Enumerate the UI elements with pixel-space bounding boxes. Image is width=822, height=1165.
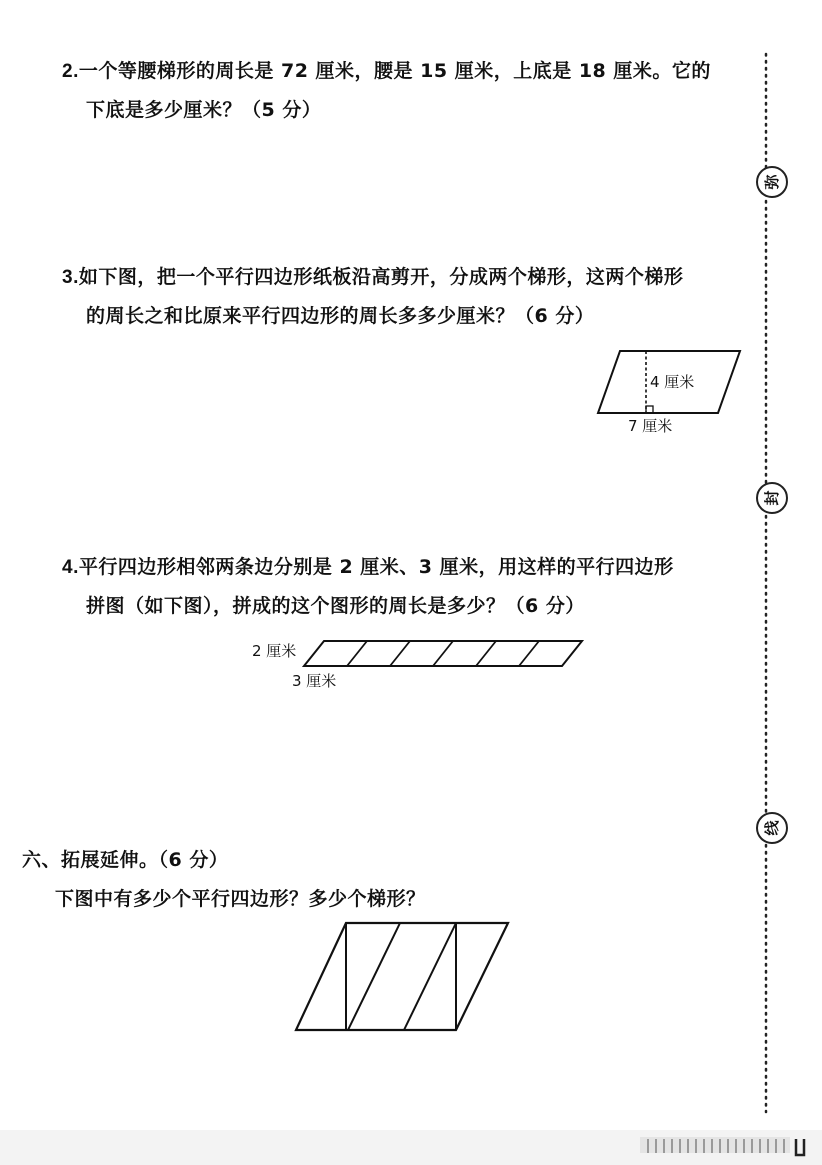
height-label: 4 厘米 bbox=[650, 373, 695, 391]
question-2-number: 2. bbox=[62, 61, 79, 82]
question-3-text-1: 如下图，把一个平行四边形纸板沿高剪开，分成两个梯形，这两个梯形 bbox=[78, 266, 684, 288]
question-4-line-1 bbox=[62, 548, 752, 587]
divider-3 bbox=[433, 641, 453, 666]
divider-1 bbox=[347, 641, 367, 666]
side-label: 2 厘米 bbox=[252, 642, 297, 660]
question-3-number: 3. bbox=[62, 267, 79, 288]
section-6-question: 下图中有多少个平行四边形？多少个梯形？ bbox=[55, 888, 426, 910]
question-3-line-1 bbox=[62, 258, 752, 297]
base-label: 7 厘米 bbox=[628, 417, 673, 435]
question-4-number: 4. bbox=[62, 557, 79, 578]
question-2 bbox=[62, 52, 752, 129]
binding-label-mi: 弥 bbox=[756, 166, 788, 198]
divider-2 bbox=[390, 641, 410, 666]
question-4-text-1: 平行四边形相邻两条边分别是 2 厘米、3 厘米，用这样的平行四边形 bbox=[78, 556, 674, 578]
question-3-line-2: 的周长之和比原来平行四边形的周长多多少厘米？（6 分） bbox=[86, 305, 595, 327]
base-label: 3 厘米 bbox=[292, 672, 337, 690]
right-angle-mark bbox=[646, 406, 653, 413]
binding-label-xian: 线 bbox=[756, 812, 788, 844]
question-4-figure bbox=[250, 636, 590, 694]
question-3 bbox=[62, 258, 752, 335]
section-6-heading: 六、拓展延伸。（6 分） bbox=[22, 849, 229, 871]
question-4-line-2: 拼图（如下图），拼成的这个图形的周长是多少？（6 分） bbox=[86, 595, 585, 617]
section-6-figure bbox=[290, 918, 515, 1038]
scan-edge-marks bbox=[640, 1133, 810, 1159]
binding-dotted-line bbox=[752, 50, 792, 1120]
divider-5 bbox=[519, 641, 539, 666]
binding-label-feng: 封 bbox=[756, 482, 788, 514]
slant-line-1 bbox=[348, 923, 400, 1030]
question-2-line-1 bbox=[62, 52, 752, 91]
outer-parallelogram bbox=[296, 923, 508, 1030]
question-2-text-1: 一个等腰梯形的周长是 72 厘米，腰是 15 厘米，上底是 18 厘米。它的 bbox=[78, 60, 711, 82]
question-2-line-2: 下底是多少厘米？（5 分） bbox=[86, 99, 322, 121]
divider-4 bbox=[476, 641, 496, 666]
question-3-figure bbox=[590, 345, 750, 440]
slant-line-2 bbox=[404, 923, 456, 1030]
question-4 bbox=[62, 548, 752, 625]
